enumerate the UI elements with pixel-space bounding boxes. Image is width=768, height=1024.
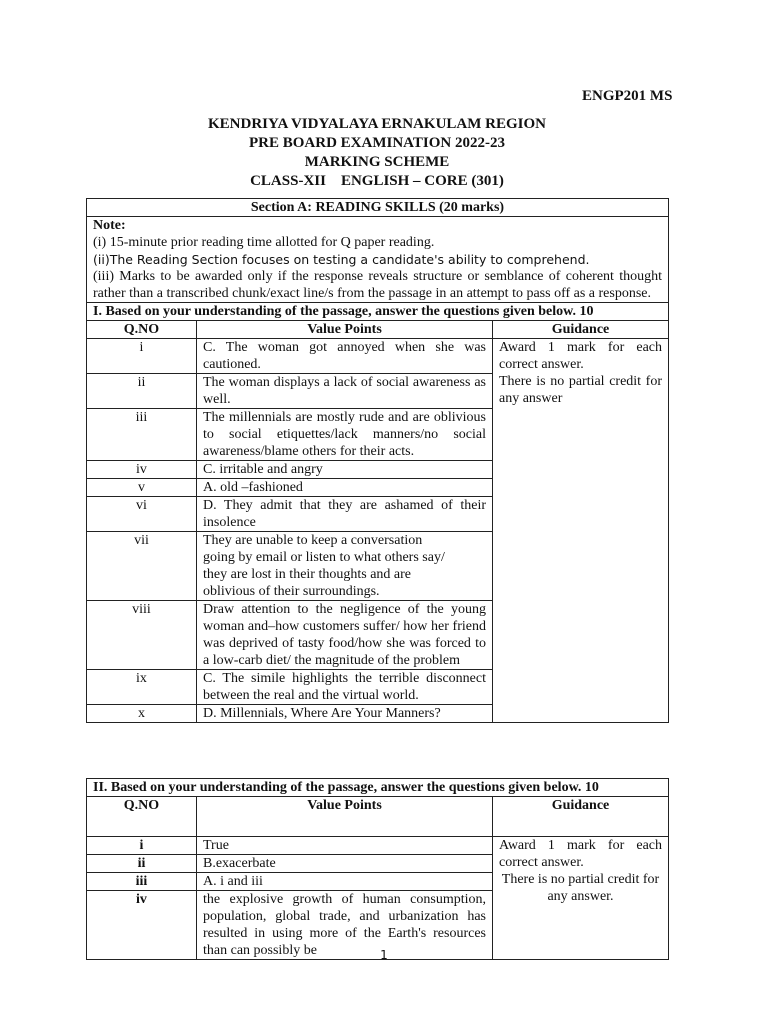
qno-cell: iv <box>87 891 197 960</box>
col-guidance: Guidance <box>493 797 669 837</box>
document-header <box>86 115 668 191</box>
qno-cell: x <box>87 705 197 723</box>
answer-cell: Draw attention to the negligence of the young woman and–how customers suffer/ how her friend was deprived of tasty food/how she was forced to a low-carb diet/ the magnitude of the problem <box>197 601 493 670</box>
qno-cell: i <box>87 837 197 855</box>
qno-cell: vii <box>87 532 197 601</box>
col-value-points: Value Points <box>197 797 493 837</box>
section-a-title: Section A: READING SKILLS (20 marks) <box>87 199 669 217</box>
answer-cell: True <box>197 837 493 855</box>
answer-cell: They are unable to keep a conversation going by email or listen to what others say/ they are lost in their thoughts and are oblivious of their surroundings. <box>197 532 493 601</box>
note-line: (ii)The Reading Section focuses on testing a candidate's ability to comprehend. <box>93 252 590 267</box>
answer-cell: D. They admit that they are ashamed of their insolence <box>197 497 493 532</box>
answer-cell: A. i and iii <box>197 873 493 891</box>
qno-cell: viii <box>87 601 197 670</box>
answer-cell: The millennials are mostly rude and are oblivious to social etiquettes/lack manners/no social awareness/blame others for their acts. <box>197 409 493 461</box>
guidance-cell: Award 1 mark for each correct answer. There is no partial credit for any answer <box>493 339 669 723</box>
col-qno: Q.NO <box>87 321 197 339</box>
part2-table <box>86 778 669 960</box>
qno-cell: iii <box>87 873 197 891</box>
guidance-cell <box>493 837 669 960</box>
part1-heading: I. Based on your understanding of the passage, answer the questions given below. 10 <box>87 303 669 321</box>
document-code: ENGP201 MS <box>582 88 673 104</box>
col-qno: Q.NO <box>87 797 197 837</box>
section-a-table <box>86 198 669 723</box>
answer-cell: D. Millennials, Where Are Your Manners? <box>197 705 493 723</box>
qno-cell: i <box>87 339 197 374</box>
answer-cell: The woman displays a lack of social awareness as well. <box>197 374 493 409</box>
qno-cell: ii <box>87 374 197 409</box>
answer-cell: C. The woman got annoyed when she was cautioned. <box>197 339 493 374</box>
guidance-line: Award 1 mark for each correct answer. <box>499 838 662 870</box>
col-value-points: Value Points <box>197 321 493 339</box>
notes-block <box>87 217 669 303</box>
qno-cell: iv <box>87 461 197 479</box>
header-exam: PRE BOARD EXAMINATION 2022-23 <box>249 135 505 151</box>
header-class: CLASS-XII ENGLISH – CORE (301) <box>250 173 504 189</box>
note-line: (iii) Marks to be awarded only if the response reveals structure or semblance of coherent thought rather than a transcribed chunk/exact line/s from the passage in an attempt to pass off as a response. <box>93 269 662 301</box>
qno-cell: ii <box>87 855 197 873</box>
col-guidance: Guidance <box>493 321 669 339</box>
guidance-line: There is no partial credit for any answer. <box>501 872 660 904</box>
answer-cell: A. old –fashioned <box>197 479 493 497</box>
note-line: (i) 15-minute prior reading time allotted for Q paper reading. <box>93 235 435 250</box>
header-scheme: MARKING SCHEME <box>304 154 450 170</box>
header-region: KENDRIYA VIDYALAYA ERNAKULAM REGION <box>208 116 546 132</box>
answer-cell: C. irritable and angry <box>197 461 493 479</box>
answer-cell: B.exacerbate <box>197 855 493 873</box>
page-number: 1 <box>380 948 388 962</box>
note-title: Note: <box>93 218 126 233</box>
answer-cell: C. The simile highlights the terrible disconnect between the real and the virtual world. <box>197 670 493 705</box>
qno-cell: iii <box>87 409 197 461</box>
part2-heading: II. Based on your understanding of the passage, answer the questions given below. 10 <box>87 779 669 797</box>
qno-cell: vi <box>87 497 197 532</box>
qno-cell: ix <box>87 670 197 705</box>
qno-cell: v <box>87 479 197 497</box>
answer-cell: the explosive growth of human consumption, population, global trade, and urbanization has resulted in using more of the Earth's resources than can possibly be <box>197 891 493 960</box>
